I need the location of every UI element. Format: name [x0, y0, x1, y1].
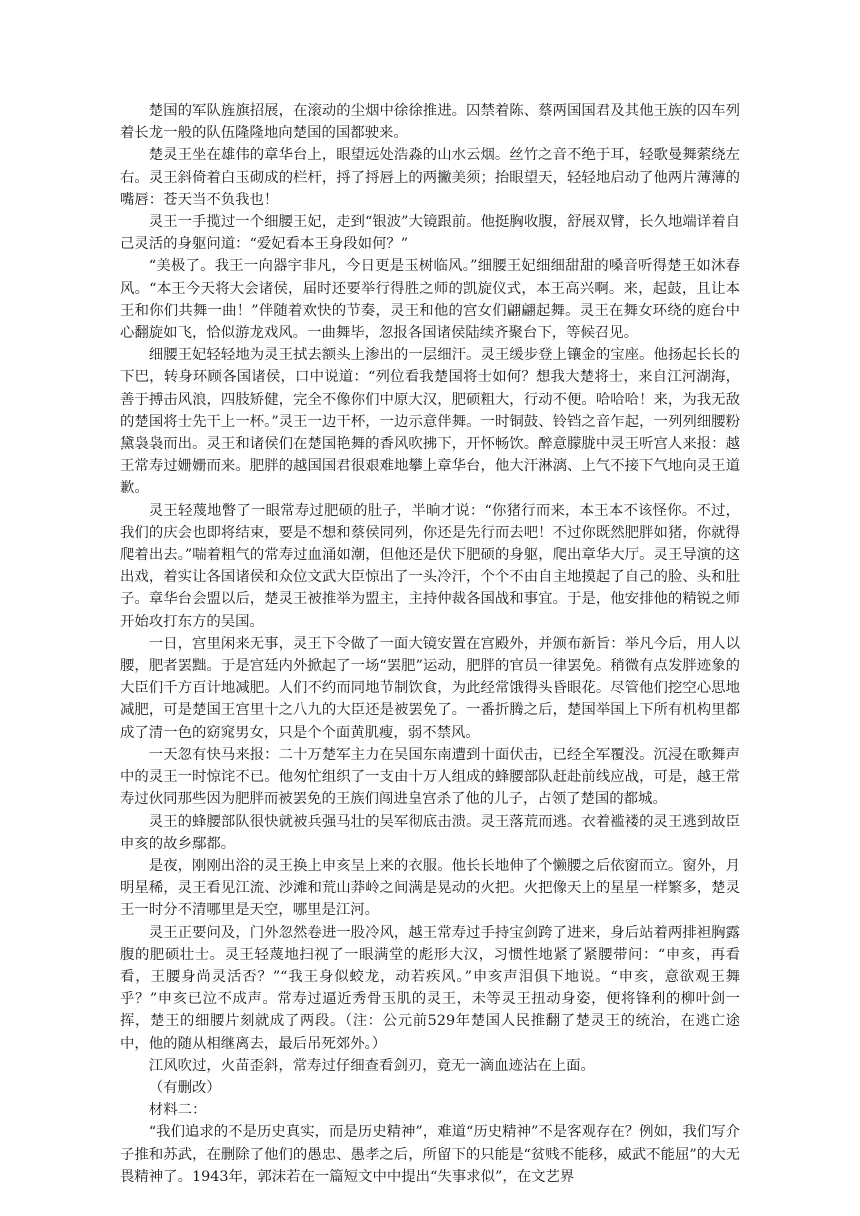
- paragraph: “美极了。我王一向器宇非凡，今日更是玉树临风。”细腰王妃细细甜甜的嗓音听得楚王如沐春风。“本王今天将大会诸侯，届时还要举行得胜之师的凯旋仪式，本王高兴啊。来，起鼓，且让本王和你们共舞一曲！”伴随着欢快的节奏，灵王和他的宫女们翩翩起舞。灵王在舞女环绕的庭台中心翻旋如飞，恰似游龙戏风。一曲舞毕，忽报各国诸侯陆续齐聚台下，等候召见。: [120, 258, 740, 342]
- paragraph: “我们追求的不是历史真实，而是历史精神”，难道“历史精神”不是客观存在？例如，我们写介子推和苏武，在删除了他们的愚忠、愚孝之后，所留下的只能是“贫贱不能移，威武不能屈”的大无畏精神了。1943年，郭沫若在一篇短文中中提出“失事求似”，在文艺界: [120, 1124, 740, 1185]
- paragraph: 灵王正要问及，门外忽然卷进一股冷风，越王常寿过手持宝剑跨了进来，身后站着两排袒胸露腹的肥硕壮士。灵王轻蔑地扫视了一眼满堂的彪形大汉，习惯性地紧了紧腰带问：“申亥，再看看，王腰身尚灵活否？”“我王身似蛟龙，动若疾风。”申亥声泪俱下地说。“申亥，意欲观王舞乎？”申亥已泣不成声。常寿过逼近秀骨玉肌的灵王，未等灵王扭动身姿，便将锋利的柳叶剑一挥，楚王的细腰片刻就成了两段。（注：公元前529年楚国人民推翻了楚灵王的统治，在逃亡途中，他的随从相继离去，最后吊死郊外。）: [120, 924, 740, 1052]
- paragraph: 灵王的蜂腰部队很快就被兵强马壮的吴军彻底击溃。灵王落荒而逃。衣着褴褛的灵王逃到故臣申亥的故乡鄢都。: [120, 813, 740, 852]
- paragraph: 楚国的军队旌旗招展，在滚动的尘烟中徐徐推进。囚禁着陈、蔡两国国君及其他王族的囚车列着长龙一般的队伍隆隆地向楚国的国都驶来。: [120, 103, 740, 142]
- paragraph: 灵王轻蔑地瞥了一眼常寿过肥硕的肚子，半晌才说：“你猪行而来，本王本不该怪你。不过，我们的庆会也即将结束，要是不想和蔡侯同列，你还是先行而去吧！不过你既然肥胖如猪，你就得爬着出去。”喘着粗气的常寿过血涌如潮，但他还是伏下肥硕的身躯，爬出章华大厅。灵王导演的这出戏，着实让各国诸侯和众位文武大臣惊出了一头冷汗，个个不由自主地摸起了自己的脸、头和肚子。章华台会盟以后，楚灵王被推举为盟主，主持仲裁各国战和事宜。于是，他安排他的精锐之师开始攻打东方的吴国。: [120, 502, 740, 630]
- document-body: [120, 100, 740, 1188]
- section-heading: 材料二：: [148, 1102, 207, 1119]
- paragraph: 楚灵王坐在雄伟的章华台上，眼望远处浩淼的山水云烟。丝竹之音不绝于耳，轻歌曼舞萦绕左右。灵王斜倚着白玉砌成的栏杆，捋了捋唇上的两撇美须；抬眼望天，轻轻地启动了他两片薄薄的嘴唇：苍天当不负我也！: [120, 147, 740, 208]
- paragraph: 细腰王妃轻轻地为灵王拭去额头上渗出的一层细汗。灵王缓步登上镶金的宝座。他扬起长长的下巴，转身环顾各国诸侯，口中说道：“列位看我楚国将士如何？想我大楚将士，来自江河湖海，善于搏击风浪，四肢矫健，完全不像你们中原大汉，肥硕粗大，行动不便。哈哈哈！来，为我无敌的楚国将士先干上一杯。”灵王一边干杯，一边示意伴舞。一时铜鼓、铃铛之音乍起，一列列细腰粉黛袅袅而出。灵王和诸侯们在楚国艳舞的香风吹拂下，开怀畅饮。醉意朦胧中灵王听宫人来报：越王常寿过姗姗而来。肥胖的越国国君很艰难地攀上章华台，他大汗淋漓、上气不接下气地向灵王道歉。: [120, 347, 740, 497]
- paragraph: 灵王一手揽过一个细腰王妃，走到“银波”大镜跟前。他挺胸收腹，舒展双臂，长久地端详着自己灵活的身躯问道：“爱妃看本王身段如何？”: [120, 214, 740, 253]
- paragraph: 江风吹过，火苗歪斜，常寿过仔细查看剑刃，竟无一滴血迹沾在上面。: [148, 1057, 595, 1074]
- paragraph: 一日，宫里闲来无事，灵王下令做了一面大镜安置在宫殿外，并颁布新旨：举凡今后，用人以腰，肥者罢黜。于是宫廷内外掀起了一场“罢肥”运动，肥胖的官员一律罢免。稍微有点发胖迹象的大臣们千方百计地减肥。人们不约而同地节制饮食，为此经常饿得头昏眼花。尽管他们挖空心思地减肥，可是楚国王宫里十之八九的大臣还是被罢免了。一番折腾之后，楚国举国上下所有机构里都成了清一色的窈窕男女，只是个个面黄肌瘦，弱不禁风。: [120, 635, 740, 741]
- paragraph: 一天忽有快马来报：二十万楚军主力在吴国东南遭到十面伏击，已经全军覆没。沉浸在歌舞声中的灵王一时惊诧不已。他匆忙组织了一支由十万人组成的蜂腰部队赶赴前线应战，可是，越王常寿过伙同那些因为肥胖而被罢免的王族们闯进皇宫杀了他的儿子，占领了楚国的都城。: [120, 746, 740, 808]
- paragraph: 是夜，刚刚出浴的灵王换上申亥呈上来的衣服。他长长地伸了个懒腰之后依窗而立。窗外，月明星稀，灵王看见江流、沙滩和荒山莽岭之间满是晃动的火把。火把像天上的星星一样繁多，楚灵王一时分不清哪里是天空，哪里是江河。: [120, 857, 740, 919]
- source-note: （有删改）: [148, 1079, 221, 1096]
